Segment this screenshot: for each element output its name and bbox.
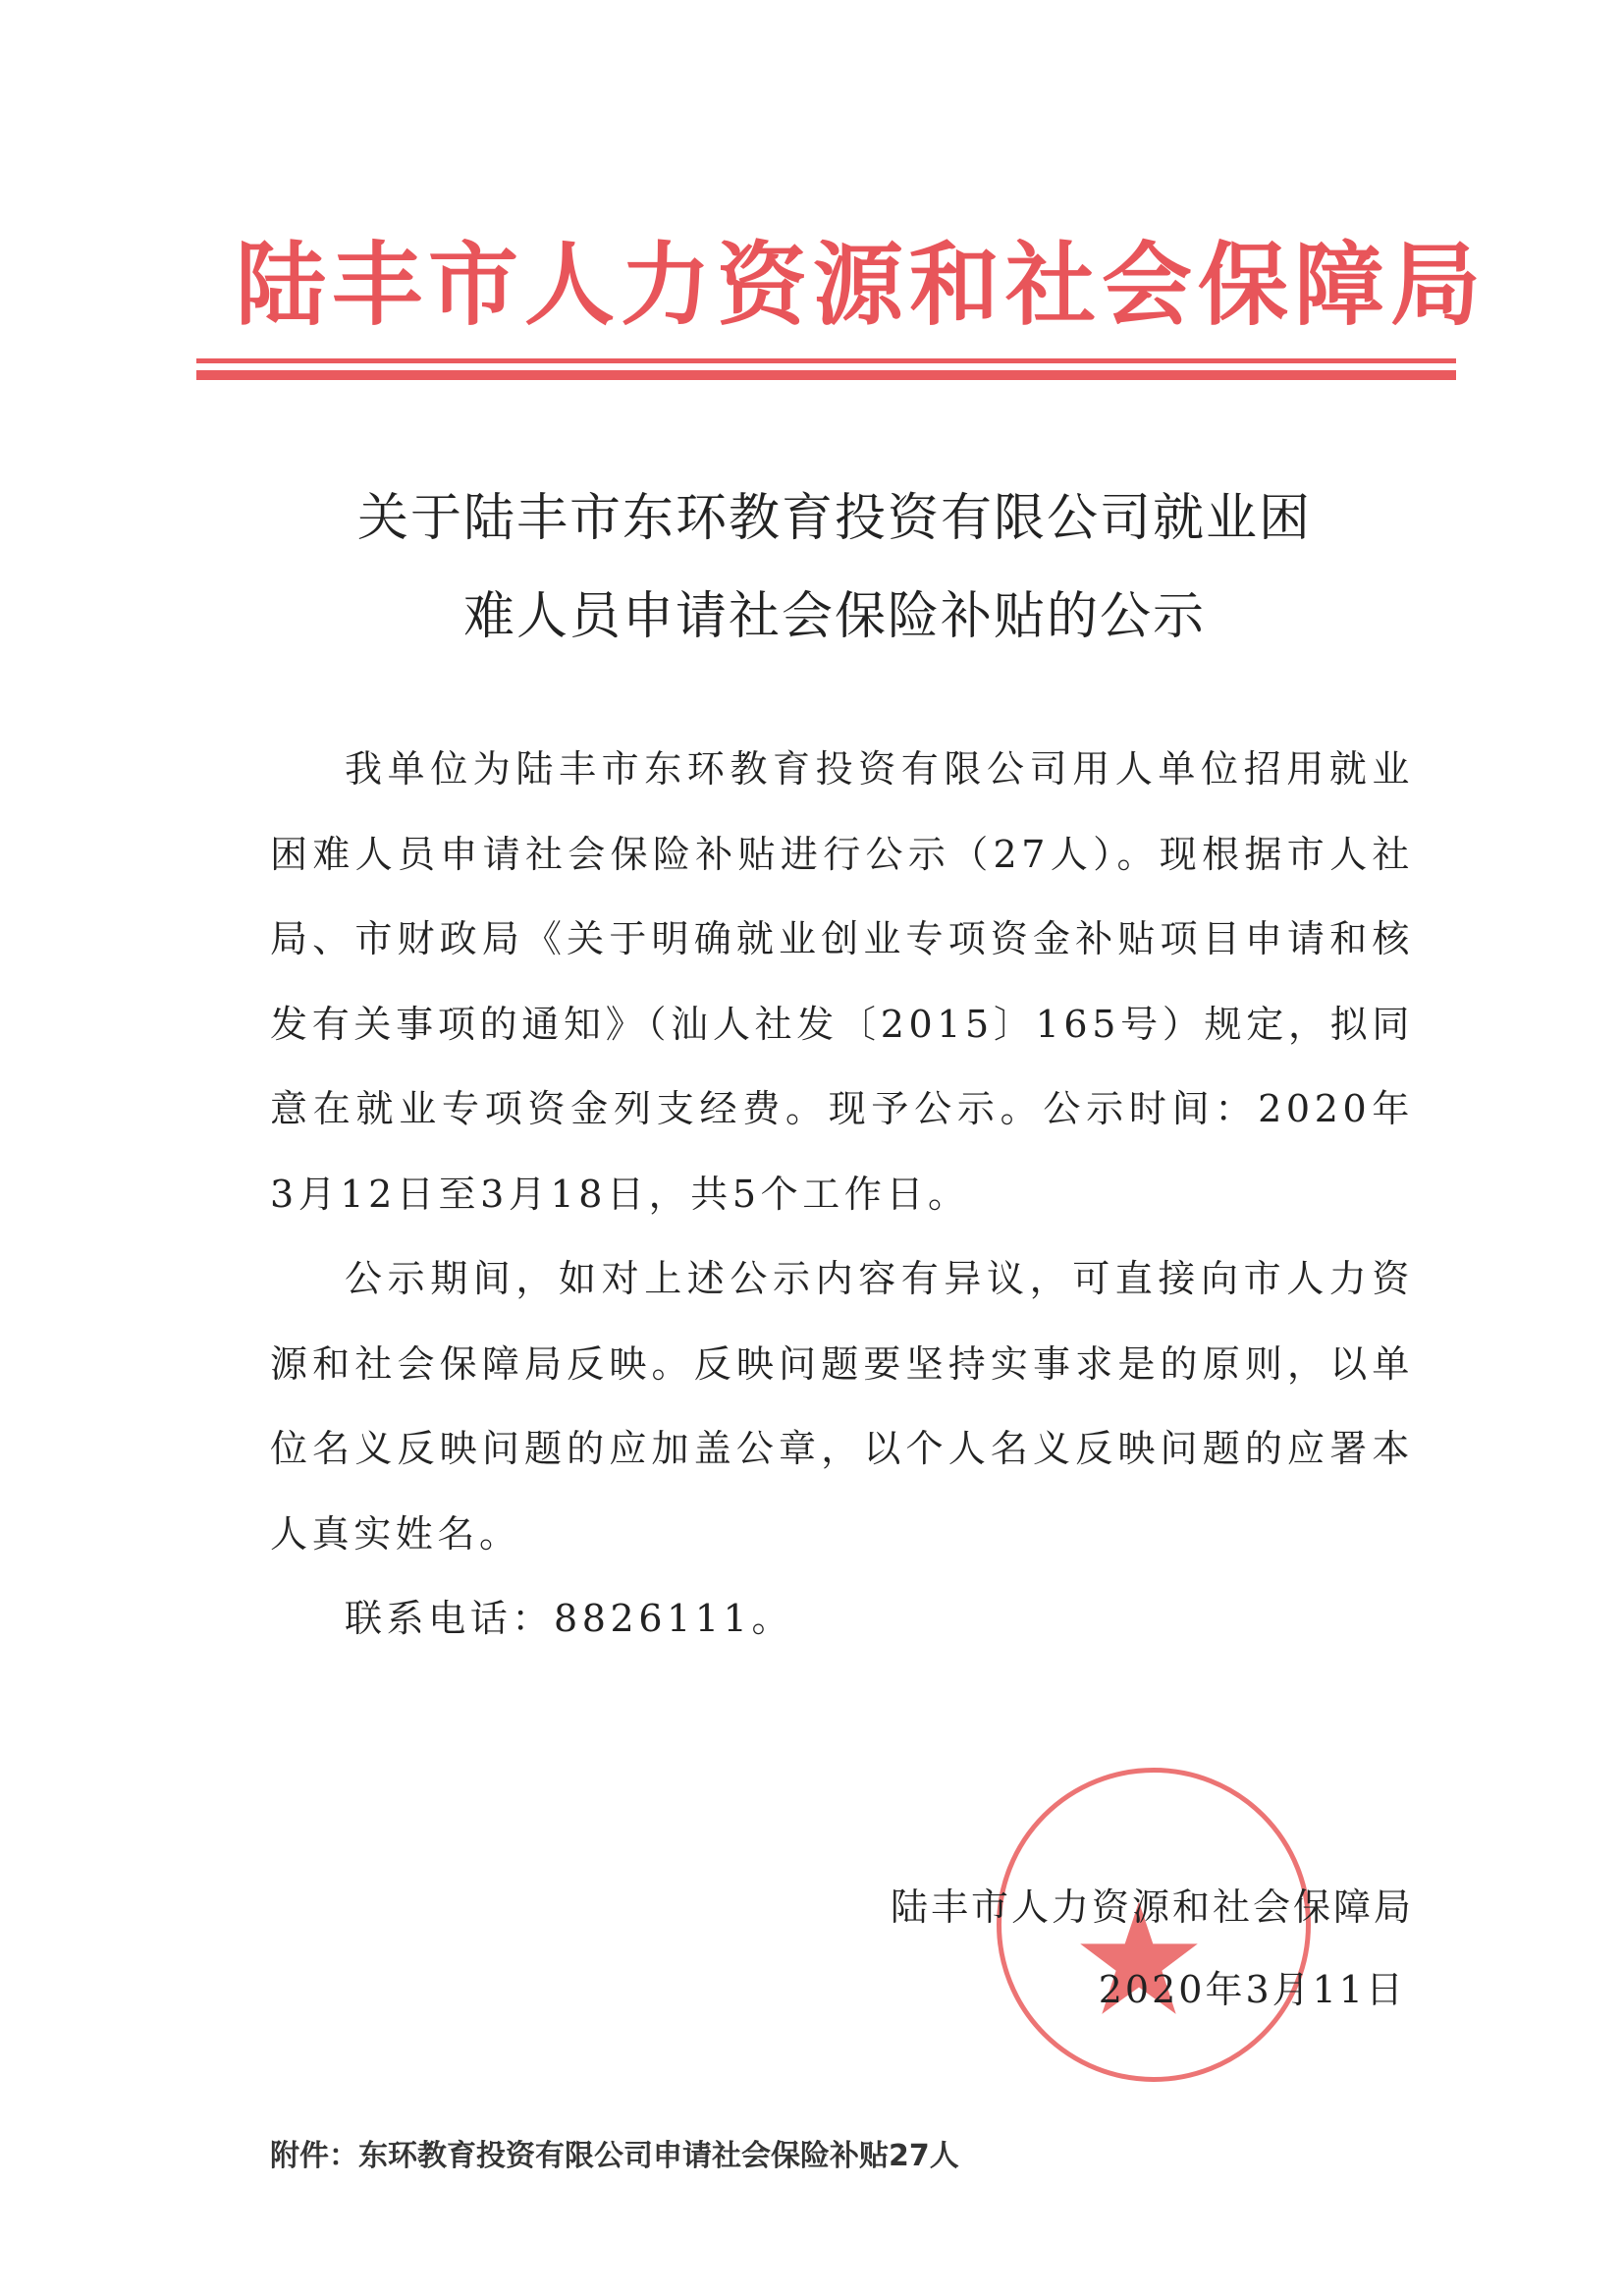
letterhead-org-name: 陆丰市人力资源和社会保障局	[236, 232, 1488, 338]
signature-date: 2020年3月11日	[1098, 1968, 1406, 2011]
title-line-1: 关于陆丰市东环教育投资有限公司就业困	[356, 489, 1312, 548]
attachment-note: 附件：东环教育投资有限公司申请社会保险补贴27人	[270, 2139, 959, 2173]
letterhead-divider-thin	[196, 358, 1456, 363]
paragraph-objection: 公示期间，如对上述公示内容有异议，可直接向市人力资源和社会保障局反映。反映问题要坚持实事求是的原则，以单位名义反映问题的应加盖公章，以个人名义反映问题的应署本人真实姓名。	[270, 1257, 1414, 1556]
letterhead-divider-thick	[196, 370, 1456, 380]
paragraph-notice: 我单位为陆丰市东环教育投资有限公司用人单位招用就业困难人员申请社会保险补贴进行公示（27人）。现根据市人社局、市财政局《关于明确就业创业专项资金补贴项目申请和核发有关事项的通知》（汕人社发〔2015〕165号）规定，拟同意在就业专项资金列支经费。现予公示。公示时间：2020年3月12日至3月18日，共5个工作日。	[270, 747, 1414, 1216]
document-body	[270, 727, 1414, 1662]
signature-org: 陆丰市人力资源和社会保障局	[890, 1886, 1414, 1929]
document-title	[275, 469, 1394, 666]
title-line-2: 难人员申请社会保险补贴的公示	[462, 587, 1206, 646]
signature-block	[844, 1866, 1414, 2031]
paragraph-contact: 联系电话：8826111。	[345, 1597, 794, 1640]
